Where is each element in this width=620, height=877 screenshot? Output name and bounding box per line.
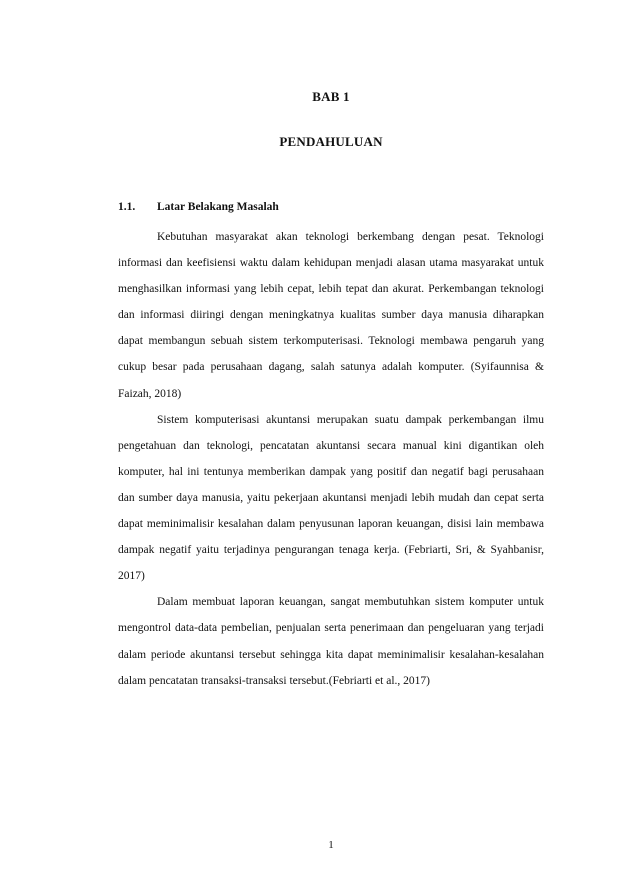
body-text bbox=[118, 224, 544, 694]
chapter-title: PENDAHULUAN bbox=[279, 134, 383, 149]
section-number: 1.1. bbox=[118, 201, 136, 213]
page-number: 1 bbox=[328, 839, 334, 851]
paragraph-2: Sistem komputerisasi akuntansi merupakan suatu dampak perkembangan ilmu pengetahuan dan teknologi, pencatatan akuntansi secara manual kini digantikan oleh komputer, hal ini tentunya memberikan dampak yang positif dan negatif bagi perusahaan dan sumber daya manusia, yaitu pekerjaan akuntansi menjadi lebih mudah dan cepat serta dapat meminimalisir kesalahan dalam penyusunan laporan keuangan, disisi lain membawa dampak negatif yaitu terjadinya pengurangan tenaga kerja. (Febriarti, Sri, & Syahbanisr, 2017) bbox=[118, 413, 544, 583]
paragraph-3: Dalam membuat laporan keuangan, sangat membutuhkan sistem komputer untuk mengontrol data-data pembelian, penjualan serta penerimaan dan pengeluaran yang terjadi dalam periode akuntansi tersebut sehingga kita dapat meminimalisir kesalahan-kesalahan dalam pencatatan transaksi-transaksi tersebut.(Febriarti et al., 2017) bbox=[118, 596, 544, 687]
section-heading bbox=[118, 201, 279, 213]
section-title: Latar Belakang Masalah bbox=[157, 201, 279, 213]
chapter-number: BAB 1 bbox=[312, 89, 350, 104]
paragraph-1: Kebutuhan masyarakat akan teknologi berkembang dengan pesat. Teknologi informasi dan keefisiensi waktu dalam kehidupan menjadi alasan utama masyarakat untuk menghasilkan informasi yang lebih cepat, lebih tepat dan akurat. Perkembangan teknologi dan informasi diiringi dengan meningkatnya kualitas sumber daya manusia diharapkan dapat membangun sebuah sistem terkomputerisasi. Teknologi membawa pengaruh yang cukup besar pada perusahaan dagang, salah satunya adalah komputer. (Syifaunnisa & Faizah, 2018) bbox=[118, 231, 544, 400]
